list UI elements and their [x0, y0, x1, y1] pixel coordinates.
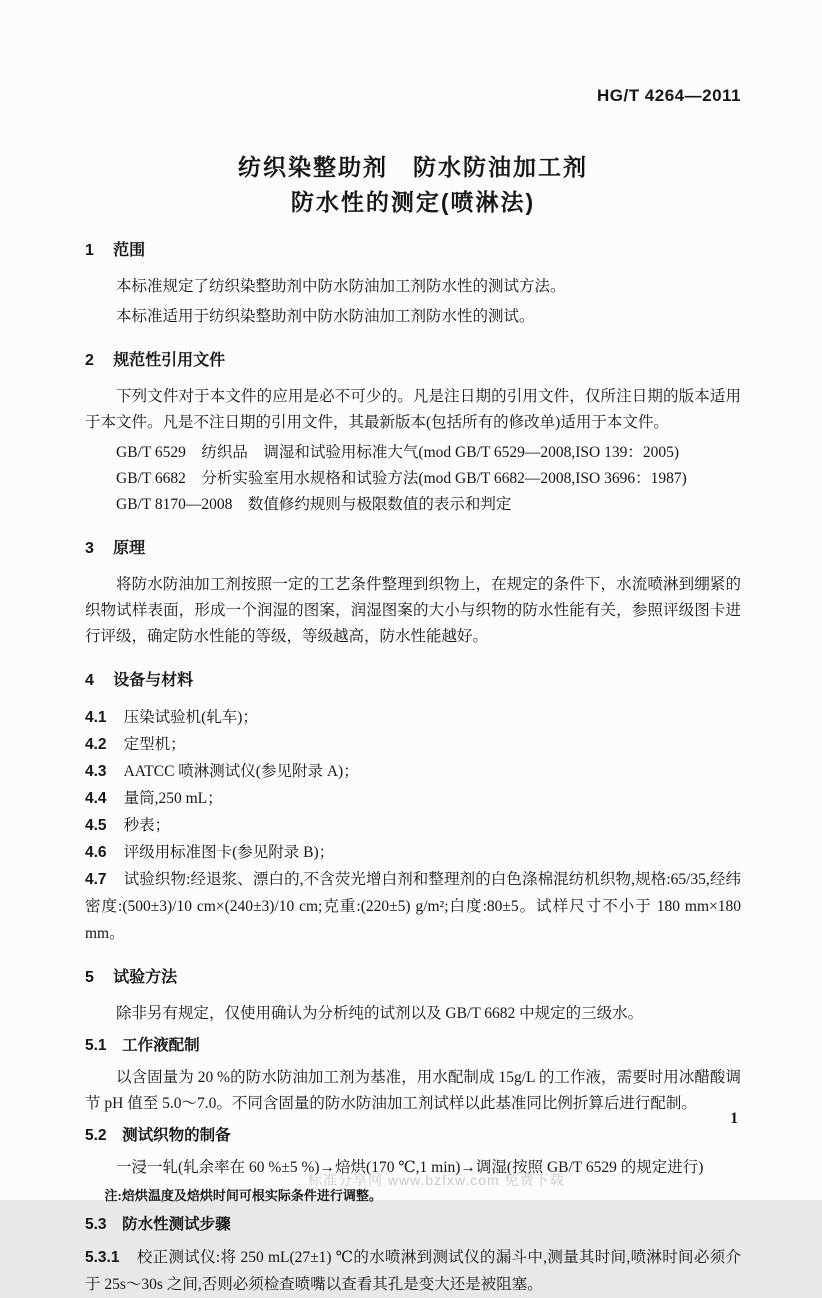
page-content	[85, 0, 741, 1298]
subsection-title: 防水性测试步骤	[122, 1216, 231, 1233]
subsection-5-2-heading	[85, 1124, 741, 1148]
section-2-paragraph-1: 下列文件对于本文件的应用是必不可少的。凡是注日期的引用文件，仅所注日期的版本适用于本文件。凡是不注日期的引用文件，其最新版本(包括所有的修改单)适用于本文件。	[85, 388, 741, 431]
section-3-number: 3	[85, 540, 94, 557]
subsection-5-3-heading	[85, 1213, 741, 1237]
item-text: 定型机；	[123, 736, 186, 753]
clause-number: 5.3.1	[85, 1249, 120, 1266]
page-number: 1	[730, 1110, 738, 1127]
section-3-paragraph-1: 将防水防油加工剂按照一定的工艺条件整理到织物上，在规定的条件下，水流喷淋到绷紧的织物试样表面，形成一个润湿的图案，润湿图案的大小与织物的防水性能有关，参照评级图卡进行评级，确定防水性能的等级，等级越高，防水性能越好。	[85, 576, 741, 645]
title-line-2: 防水性的测定(喷淋法)	[290, 189, 536, 215]
item-number: 4.1	[85, 709, 107, 726]
equipment-item-4-5	[85, 812, 741, 839]
document-title	[85, 150, 741, 220]
reference-3: GB/T 8170—2008 数值修约规则与极限数值的表示和判定	[116, 496, 512, 513]
section-5-heading	[85, 967, 741, 989]
equipment-item-4-6	[85, 839, 741, 866]
section-3-title: 原理	[113, 540, 146, 557]
section-5-title: 试验方法	[113, 969, 178, 986]
subsection-title: 工作液配制	[122, 1037, 200, 1054]
equipment-item-4-2	[85, 731, 741, 758]
section-4-number: 4	[85, 672, 94, 689]
item-text: 评级用标准图卡(参见附录 B)；	[123, 844, 335, 861]
item-text: AATCC 喷淋测试仪(参见附录 A)；	[123, 763, 359, 780]
section-2-title: 规范性引用文件	[113, 352, 226, 369]
section-4-heading	[85, 670, 741, 692]
subsection-5-2-note: 注:焙烘温度及焙烘时间可根实际条件进行调整。	[104, 1188, 382, 1203]
equipment-item-4-7	[85, 866, 741, 947]
subsection-number: 5.2	[85, 1127, 107, 1144]
reference-2: GB/T 6682 分析实验室用水规格和试验方法(mod GB/T 6682—2008,ISO 3696：1987)	[116, 470, 687, 487]
item-number: 4.4	[85, 790, 107, 807]
item-text: 压染试验机(轧车)；	[123, 709, 258, 726]
section-5-number: 5	[85, 969, 94, 986]
subsection-number: 5.1	[85, 1037, 107, 1054]
item-text: 量筒,250 mL；	[123, 790, 223, 807]
section-4-title: 设备与材料	[113, 672, 194, 689]
standard-code: HG/T 4264—2011	[596, 86, 741, 105]
item-text: 试验织物:经退浆、漂白的,不含荧光增白剂和整理剂的白色涤棉混纺机织物,规格:65/35,经纬密度:(500±3)/10 cm×(240±3)/10 cm;克重:(220±5) g/m²;白度:80±5。试样尺寸不小于 180 mm×180 mm。	[85, 871, 742, 942]
subsection-title: 测试织物的制备	[122, 1127, 231, 1144]
section-1-heading	[85, 240, 741, 262]
equipment-item-4-1	[85, 704, 741, 731]
equipment-item-4-3	[85, 758, 741, 785]
item-number: 4.3	[85, 763, 107, 780]
clause-5-3-1	[85, 1244, 741, 1298]
clause-text: 校正测试仪:将 250 mL(27±1) ℃的水喷淋到测试仪的漏斗中,测量其时间,喷淋时间必须介于 25s～30s 之间,否则必须检查喷嘴以查看其孔是变大还是被阻塞。	[85, 1249, 741, 1293]
section-5-intro: 除非另有规定，仅使用确认为分析纯的试剂以及 GB/T 6682 中规定的三级水。	[116, 1005, 644, 1022]
watermark-text: 标准分享网 www.bzfxw.com 免费下载	[308, 1172, 565, 1188]
subsection-5-1-paragraph: 以含固量为 20 %的防水防油加工剂为基准，用水配制成 15g/L 的工作液，需要时用冰醋酸调节 pH 值至 5.0～7.0。不同含固量的防水防油加工剂试样以此基准同比例折算后进行配制。	[85, 1069, 741, 1112]
title-line-1: 纺织染整助剂 防水防油加工剂	[238, 154, 588, 180]
section-3-heading	[85, 538, 741, 560]
section-2-number: 2	[85, 352, 94, 369]
section-2-heading	[85, 350, 741, 372]
item-text: 秒表；	[123, 817, 171, 834]
item-number: 4.2	[85, 736, 107, 753]
subsection-number: 5.3	[85, 1216, 107, 1233]
section-1-paragraph-1: 本标准规定了纺织染整助剂中防水防油加工剂防水性的测试方法。	[116, 278, 566, 295]
subsection-5-2-process: 一浸一轧(轧余率在 60 %±5 %)→焙烘(170 ℃,1 min)→调湿(按照 GB/T 6529 的规定进行)	[116, 1159, 704, 1176]
section-1-title: 范围	[113, 242, 146, 259]
item-number: 4.6	[85, 844, 107, 861]
subsection-5-1-heading	[85, 1034, 741, 1058]
equipment-item-4-4	[85, 785, 741, 812]
reference-1: GB/T 6529 纺织品 调湿和试验用标准大气(mod GB/T 6529—2008,ISO 139：2005)	[116, 444, 680, 461]
section-1-number: 1	[85, 242, 94, 259]
section-1-paragraph-2: 本标准适用于纺织染整助剂中防水防油加工剂防水性的测试。	[116, 308, 535, 325]
item-number: 4.7	[85, 871, 107, 888]
item-number: 4.5	[85, 817, 107, 834]
